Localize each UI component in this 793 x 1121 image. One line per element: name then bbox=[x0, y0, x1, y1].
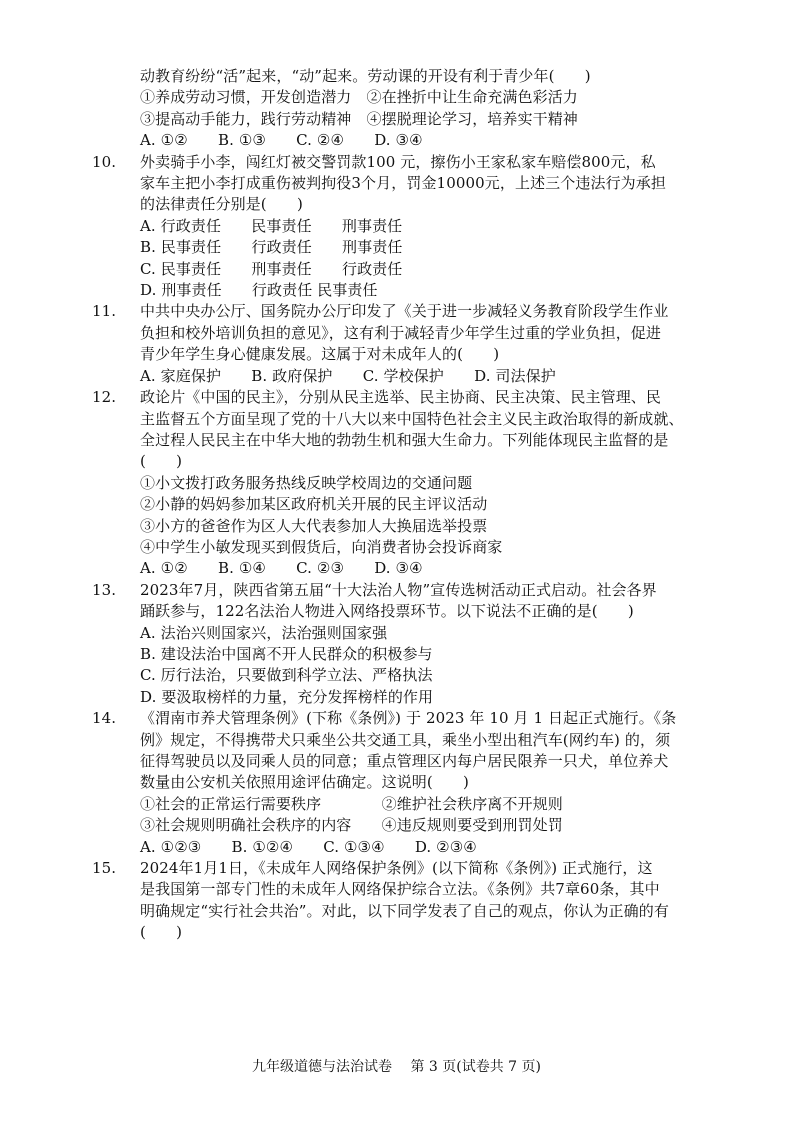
question-line: ( ) bbox=[140, 923, 183, 942]
question-line: ②小静的妈妈参加某区政府机关开展的民主评议活动 bbox=[140, 495, 488, 514]
question-line: 数量由公安机关依照用途评估确定。这说明( ) bbox=[140, 773, 470, 792]
question-line: ①小文拨打政务服务热线反映学校周边的交通问题 bbox=[140, 473, 473, 492]
question-number: 13. bbox=[92, 580, 117, 599]
question-number: 12. bbox=[92, 388, 117, 407]
page-footer: 九年级道德与法治试卷 第 3 页(试卷共 7 页) bbox=[252, 1059, 541, 1075]
question-line: 是我国第一部专门性的未成年人网络保护综合立法。《条例》共7章60条，其中 bbox=[140, 880, 660, 899]
question-line: 的法律责任分别是( ) bbox=[140, 195, 303, 214]
question-line: B. 建设法治中国离不开人民群众的积极参与 bbox=[140, 644, 433, 663]
question-line: A. ①② B. ①③ C. ②④ D. ③④ bbox=[140, 131, 423, 150]
question-line: ①养成劳动习惯，开发创造潜力 ②在挫折中让生命充满色彩活力 bbox=[140, 88, 578, 107]
question-line: A. ①②③ B. ①②④ C. ①③④ D. ②③④ bbox=[140, 837, 477, 856]
question-line: A. ①② B. ①④ C. ②③ D. ③④ bbox=[140, 559, 423, 578]
question-line: 主监督五个方面呈现了党的十八大以来中国特色社会主义民主政治取得的新成就、 bbox=[140, 409, 684, 428]
question-line: ④中学生小敏发现买到假货后，向消费者协会投诉商家 bbox=[140, 537, 503, 556]
question-line: 中共中央办公厅、国务院办公厅印发了《关于进一步减轻义务教育阶段学生作业 bbox=[140, 302, 669, 321]
question-line: 2024年1月1日，《未成年人网络保护条例》(以下简称《条例》) 正式施行，这 bbox=[140, 859, 653, 878]
question-line: 《渭南市养犬管理条例》(下称《条例》) 于 2023 年 10 月 1 日起正式施行。《条 bbox=[140, 709, 677, 728]
question-line: ③提高动手能力，践行劳动精神 ④摆脱理论学习，培养实干精神 bbox=[140, 109, 578, 128]
page-content bbox=[92, 66, 698, 944]
question-line: 踊跃参与，122名法治人物进入网络投票环节。以下说法不正确的是( ) bbox=[140, 602, 634, 621]
question-line: A. 家庭保护 B. 政府保护 C. 学校保护 D. 司法保护 bbox=[140, 366, 556, 385]
question-number: 14. bbox=[92, 709, 117, 728]
question-line: 例》规定，不得携带犬只乘坐公共交通工具，乘坐小型出租汽车(网约车) 的，须 bbox=[140, 730, 671, 749]
question-number: 11. bbox=[92, 302, 117, 321]
question-12 bbox=[92, 387, 698, 580]
question-line: 全过程人民民主在中华大地的勃勃生机和强大生命力。下列能体现民主监督的是 bbox=[140, 430, 669, 449]
question-number: 10. bbox=[92, 152, 117, 171]
question-line: A. 行政责任 民事责任 刑事责任 bbox=[140, 216, 403, 235]
question-line: ①社会的正常运行需要秩序 ②维护社会秩序离不开规则 bbox=[140, 794, 563, 813]
question-line: 2023年7月，陕西省第五届“十大法治人物”宣传选树活动正式启动。社会各界 bbox=[140, 580, 657, 599]
question-line: 家车主把小李打成重伤被判拘役3个月，罚金10000元，上述三个违法行为承担 bbox=[140, 174, 666, 193]
question-number: 15. bbox=[92, 859, 117, 878]
question-line: C. 厉行法治，只要做到科学立法、严格执法 bbox=[140, 666, 433, 685]
question-line: 青少年学生身心健康发展。这属于对未成年人的( ) bbox=[140, 345, 500, 364]
question-10 bbox=[92, 152, 698, 302]
question-line: 明确规定“实行社会共治”。对此，以下同学发表了自己的观点，你认为正确的有 bbox=[140, 901, 669, 920]
question-line: D. 要汲取榜样的力量，充分发挥榜样的作用 bbox=[140, 687, 434, 706]
question-line: 政论片《中国的民主》，分别从民主选举、民主协商、民主决策、民主管理、民 bbox=[140, 388, 662, 407]
question-9-continuation bbox=[118, 66, 698, 152]
question-line: ③社会规则明确社会秩序的内容 ④违反规则要受到刑罚处罚 bbox=[140, 816, 563, 835]
question-15 bbox=[92, 858, 698, 944]
question-line: D. 刑事责任 行政责任 民事责任 bbox=[140, 281, 378, 300]
question-14 bbox=[92, 708, 698, 858]
question-line: ③小方的爸爸作为区人大代表参加人大换届选举投票 bbox=[140, 516, 488, 535]
question-line: B. 民事责任 行政责任 刑事责任 bbox=[140, 238, 403, 257]
question-line: 征得驾驶员以及同乘人员的同意；重点管理区内每户居民限养一只犬，单位养犬 bbox=[140, 752, 669, 770]
question-line: 负担和校外培训负担的意见》，这有利于减轻青少年学生过重的学业负担，促进 bbox=[140, 323, 662, 342]
question-11 bbox=[92, 301, 698, 387]
question-line: 动教育纷纷“活”起来，“动”起来。劳动课的开设有利于青少年( ) bbox=[140, 67, 591, 85]
question-line: A. 法治兴则国家兴，法治强则国家强 bbox=[140, 623, 388, 642]
question-13 bbox=[92, 580, 698, 708]
question-line: C. 民事责任 刑事责任 行政责任 bbox=[140, 259, 403, 278]
question-line: 外卖骑手小李，闯红灯被交警罚款100 元，擦伤小王家私家车赔偿800元，私 bbox=[140, 152, 656, 171]
question-line: ( ) bbox=[140, 452, 183, 471]
